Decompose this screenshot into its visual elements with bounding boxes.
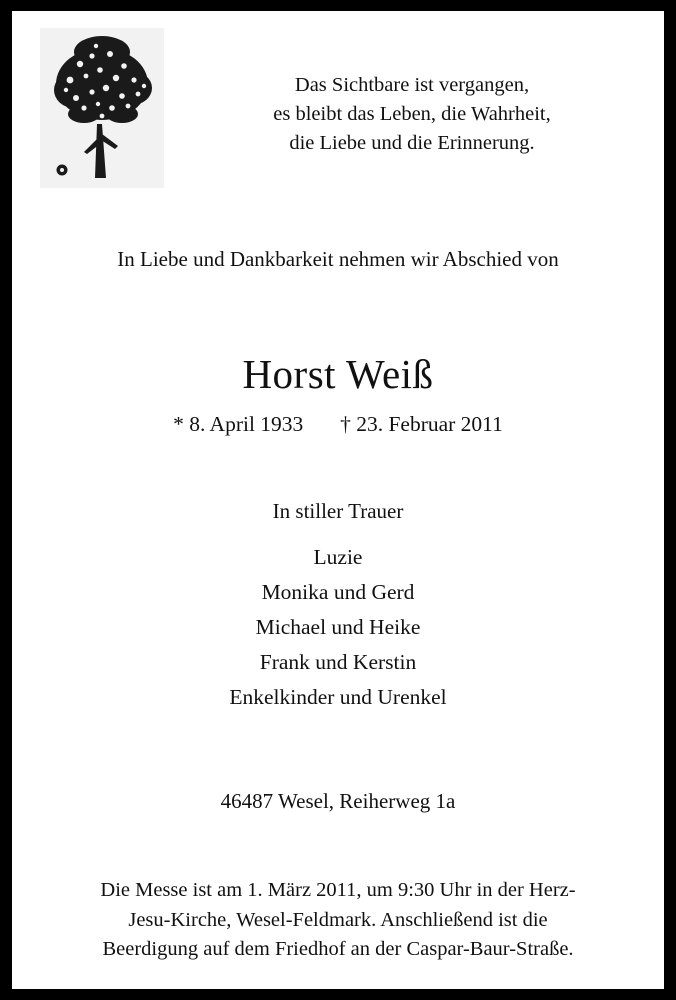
birth-date: * 8. April 1933 [173,412,304,436]
service-line-1: Die Messe ist am 1. März 2011, um 9:30 Uhr in der Herz- [100,879,576,901]
life-dates [12,412,664,437]
mourners-list [12,540,664,715]
tree-icon [40,28,164,188]
service-details [12,876,664,965]
list-item: Enkelkinder und Urenkel [229,685,447,709]
obituary-card [12,11,664,989]
list-item: Frank und Kerstin [259,650,417,674]
list-item: Luzie [313,545,363,569]
service-line-2: Jesu-Kirche, Wesel-Feldmark. Anschließend ist die [128,908,548,931]
address-line: 46487 Wesel, Reiherweg 1a [220,789,456,813]
motto-line-2: es bleibt das Leben, die Wahrheit, [273,103,551,125]
tree-illustration-image [40,28,164,188]
death-date: † 23. Februar 2011 [340,412,503,436]
motto-line-3: die Liebe und die Erinnerung. [289,132,535,154]
mourning-intro: In stiller Trauer [272,499,404,523]
list-item: Michael und Heike [255,615,421,639]
deceased-name: Horst Weiß [242,351,434,397]
list-item: Monika und Gerd [261,580,415,604]
service-line-3: Beerdigung auf dem Friedhof an der Caspar-Baur-Straße. [102,938,574,960]
farewell-line: In Liebe und Dankbarkeit nehmen wir Abschied von [117,247,559,271]
header-row [12,11,664,191]
motto-block [182,71,642,158]
motto-line-1: Das Sichtbare ist vergangen, [294,74,530,96]
